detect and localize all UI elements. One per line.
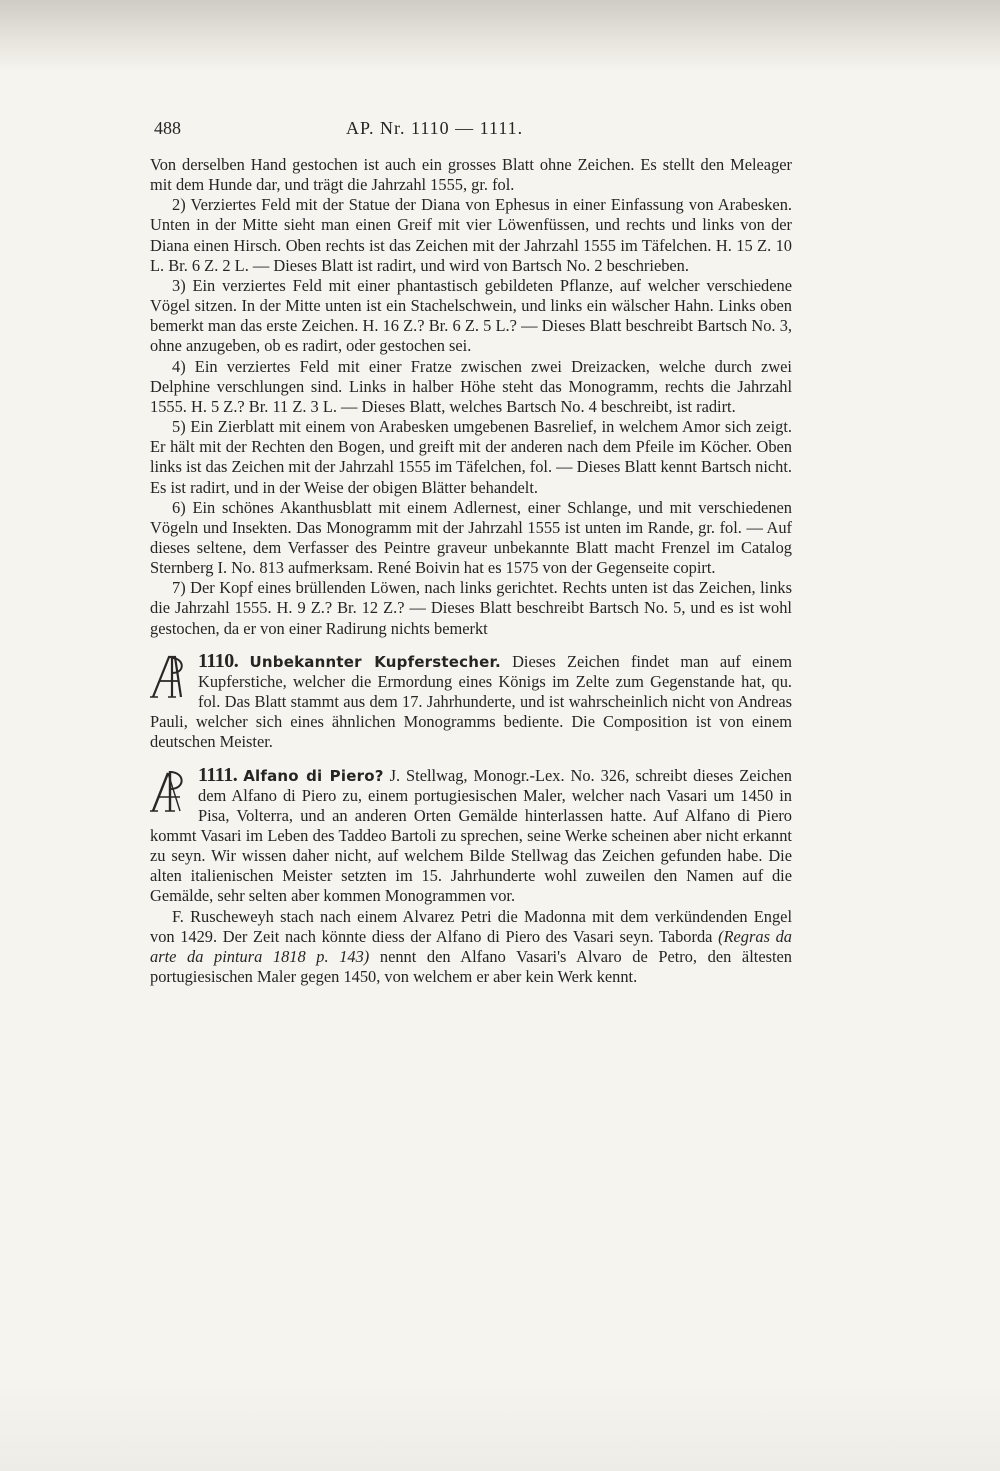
paragraph-item-3: 3) Ein verziertes Feld mit einer phantastisch gebildeten Pflanze, auf welcher verschiedene Vögel sitzen. In der Mitte unten ist ein Stachelschwein, und links ein wälscher Hahn. Links oben bemerkt man das erste Zeichen. H. 16 Z.? Br. 6 Z. 5 L.? — Dieses Blatt beschreibt Bartsch No. 3, ohne anzugeben, ob es radirt, oder gestochen sei. [150,275,792,356]
entry-1110 [150,651,792,753]
entry-name: Unbekannter Kupferstecher. [249,652,501,671]
page-header [154,118,794,142]
body-text [150,155,792,987]
closing-text-a: F. Ruscheweyh stach nach einem Alvarez Petri die Madonna mit dem verkündenden Engel von 1429. Der Zeit nach könnte diess der Alfano di Piero des Vasari seyn. Taborda [150,906,792,946]
paragraph-item-2: 2) Verziertes Feld mit der Statue der Diana von Ephesus in einer Einfassung von Arabesken. Unten in der Mitte sieht man einen Greif mit vier Löwenfüssen, und rechts und links von der Diana einen Hirsch. Oben rechts ist das Zeichen mit der Jahrzahl 1555 im Täfelchen. H. 15 Z. 10 L. Br. 6 Z. 2 L. — Dieses Blatt ist radirt, und wird von Bartsch No. 2 beschrieben. [150,195,792,275]
paragraph-item-4: 4) Ein verziertes Feld mit einer Fratze zwischen zwei Dreizacken, welche durch zwei Delphine verschlungen sind. Links in halber Höhe steht das Monogramm, rechts die Jahrzahl 1555. H. 5 Z.? Br. 11 Z. 3 L. — Dieses Blatt, welches Bartsch No. 4 beschreibt, ist radirt. [150,356,792,416]
closing-text-b: nennt den Alfano Vasari's Alvaro de Petro, den ältesten portugiesischen Maler gegen 1450, von welchem er aber kein Werk kennt. [150,946,792,987]
monogram-ap-icon [150,767,190,813]
entry-text: Dieses Zeichen findet man auf einem Kupferstiche, welcher die Ermordung eines Königs im Zelte zum Gegenstande hat, qu. fol. Das Blatt stammt aus dem 17. Jahrhunderte, und ist wahrscheinlich nicht von Andreas Pauli, welcher sich eines ähnlichen Monogramms bediente. Die Composition ist von einem deutschen Meister. [150,651,792,752]
monogram-ap-icon [150,653,190,699]
scan-edge [0,0,1000,70]
entry-number: 1110. [198,649,239,672]
paragraph-item-7: 7) Der Kopf eines brüllenden Löwen, nach links gerichtet. Rechts unten ist das Zeichen, links die Jahrzahl 1555. H. 9 Z.? Br. 12 Z.? — Dieses Blatt beschreibt Bartsch No. 5, und es ist wohl gestochen, da er von einer Radirung nichts bemerkt [150,578,792,638]
entry-number: 1111. [198,763,238,786]
entry-text: J. Stellwag, Monogr.-Lex. No. 326, schreibt dieses Zeichen dem Alfano di Piero zu, einem portugiesischen Maler, welcher nach Vasari um 1450 in Pisa, Volterra, und an anderen Orten Gemälde hinterlassen hatte. Auf Alfano di Piero kommt Vasari im Leben des Taddeo Bartoli zu sprechen, seine Werke scheinen aber nicht erkannt zu seyn. Wir wissen daher nicht, auf welchem Bilde Stellwag das Zeichen gefunden habe. Die alten italienischen Meister setzten im 15. Jahrhunderte wohl zuweilen den Namen auf die Gemälde, sehr selten aber kommen Monogrammen vor. [150,765,793,906]
page-number: 488 [154,118,181,138]
paragraph-intro: Von derselben Hand gestochen ist auch ein grosses Blatt ohne Zeichen. Es stellt den Meleager mit dem Hunde dar, und trägt die Jahrzahl 1555, gr. fol. [150,155,792,195]
paragraph-item-6: 6) Ein schönes Akanthusblatt mit einem Adlernest, einer Schlange, und mit verschiedenen Vögeln und Insekten. Das Monogramm mit der Jahrzahl 1555 ist unten im Rande, gr. fol. — Auf dieses seltene, dem Verfasser des Peintre graveur unbekannte Blatt macht Frenzel im Catalog Sternberg I. No. 813 aufmerksam. René Boivin hat es 1575 von der Gegenseite copirt. [150,497,792,578]
citation: (Regras da arte da pintura 1818 p. 143) [150,926,792,966]
paragraph-item-5: 5) Ein Zierblatt mit einem von Arabesken umgebenen Basrelief, in welchem Amor sich zeigt. Er hält mit der Rechten den Bogen, und greift mit der anderen nach dem Pfeile im Köcher. Oben links ist das Zeichen mit der Jahrzahl 1555 im Täfelchen, fol. — Dieses Blatt kennt Bartsch nicht. Es ist radirt, und in der Weise der obigen Blätter behandelt. [150,417,792,497]
entry-name: Alfano di Piero? [243,766,384,785]
paragraph-closing [150,907,792,988]
entry-1111 [150,765,792,907]
running-title: AP. Nr. 1110 — 1111. [346,118,524,138]
